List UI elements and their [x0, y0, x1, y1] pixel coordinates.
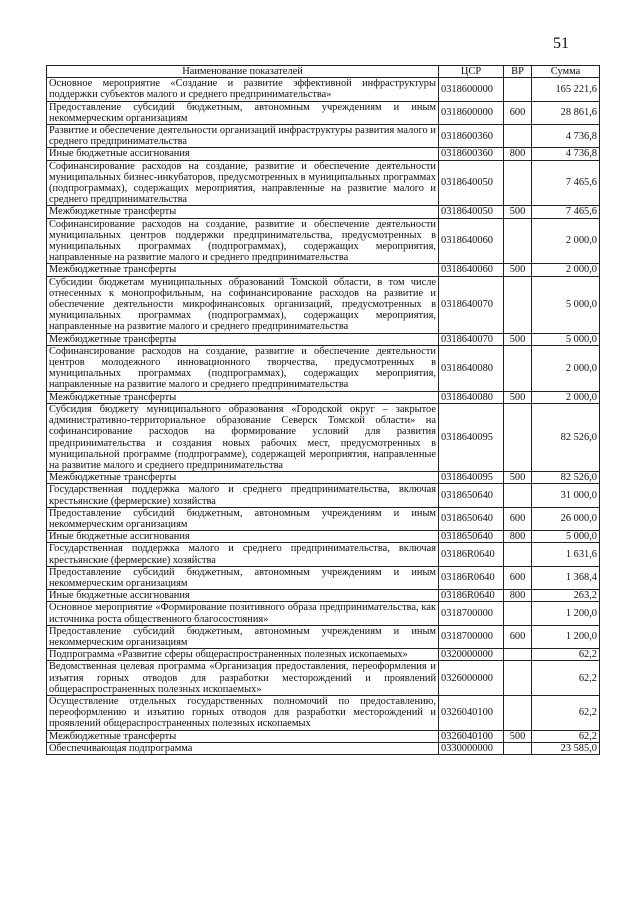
- table-row: [47, 148, 600, 160]
- table-header-row: [47, 66, 600, 78]
- row-name-cell: Межбюджетные трансферты: [47, 206, 439, 218]
- row-code-cell: 0318640095: [439, 403, 504, 471]
- row-vr-cell: [504, 403, 532, 471]
- row-vr-cell: 500: [504, 333, 532, 345]
- table-row: [47, 403, 600, 471]
- row-code-cell: 0330000000: [439, 742, 504, 754]
- row-code-cell: 0318640095: [439, 472, 504, 484]
- row-code-cell: 0318640060: [439, 218, 504, 264]
- row-sum-cell: 82 526,0: [532, 403, 600, 471]
- row-vr-cell: [504, 276, 532, 333]
- table-row: [47, 484, 600, 507]
- table-row: [47, 566, 600, 589]
- row-sum-cell: 23 585,0: [532, 742, 600, 754]
- table-row: [47, 661, 600, 696]
- row-sum-cell: 4 736,8: [532, 125, 600, 148]
- row-name-cell: Межбюджетные трансферты: [47, 472, 439, 484]
- table-row: [47, 160, 600, 206]
- row-code-cell: 0318600000: [439, 78, 504, 101]
- row-code-cell: 0326000000: [439, 661, 504, 696]
- row-vr-cell: 500: [504, 472, 532, 484]
- row-name-cell: Подпрограмма «Развитие сферы общераспространенных полезных ископаемых»: [47, 649, 439, 661]
- row-name-cell: Ведомственная целевая программа «Организация предоставления, переоформления и изъятия горных отводов для разработки месторождений и проявлений общераспространенных полезных ископаемых»: [47, 661, 439, 696]
- row-vr-cell: 500: [504, 391, 532, 403]
- row-name-cell: Иные бюджетные ассигнования: [47, 148, 439, 160]
- row-code-cell: 0318640060: [439, 264, 504, 276]
- row-vr-cell: [504, 742, 532, 754]
- header-name: Наименование показателей: [47, 66, 439, 78]
- table-row: [47, 625, 600, 648]
- table-row: [47, 507, 600, 530]
- row-vr-cell: [504, 543, 532, 566]
- row-name-cell: Софинансирование расходов на создание, развитие и обеспечение деятельности муниципальных центров поддержки предпринимательства, предусмотренных в муниципальных программах (подпрограммах), содержащих мероприятия, направленные на развитие малого и среднего предпринимательства: [47, 218, 439, 264]
- row-sum-cell: 26 000,0: [532, 507, 600, 530]
- table-row: [47, 742, 600, 754]
- row-vr-cell: 600: [504, 507, 532, 530]
- row-code-cell: 0318600360: [439, 125, 504, 148]
- row-sum-cell: 2 000,0: [532, 391, 600, 403]
- row-code-cell: 03186R0640: [439, 590, 504, 602]
- row-name-cell: Субсидия бюджету муниципального образования «Городской округ – закрытое административно-территориальное образование Северск Томской области» на софинансирование расходов на формирование условий для развития предпринимательства и создания новых рабочих мест, предусмотренных в муниципальной программе (подпрограмме), содержащей мероприятия, направленные на развитие малого и среднего предпринимательства: [47, 403, 439, 471]
- row-name-cell: Софинансирование расходов на создание, развитие и обеспечение деятельности муниципальных бизнес-инкубаторов, предусмотренных в муниципальных программах (подпрограммах), содержащих мероприятия, направленные на развитие малого и среднего предпринимательства: [47, 160, 439, 206]
- row-name-cell: Развитие и обеспечение деятельности организаций инфраструктуры развития малого и среднего предпринимательства: [47, 125, 439, 148]
- row-vr-cell: 600: [504, 625, 532, 648]
- row-sum-cell: 165 221,6: [532, 78, 600, 101]
- row-sum-cell: 1 200,0: [532, 625, 600, 648]
- row-sum-cell: 7 465,6: [532, 206, 600, 218]
- row-code-cell: 0326040100: [439, 730, 504, 742]
- table-row: [47, 345, 600, 391]
- row-code-cell: 0318700000: [439, 602, 504, 625]
- row-sum-cell: 2 000,0: [532, 264, 600, 276]
- budget-table: [46, 65, 600, 755]
- row-vr-cell: 800: [504, 148, 532, 160]
- row-name-cell: Межбюджетные трансферты: [47, 333, 439, 345]
- row-name-cell: Межбюджетные трансферты: [47, 391, 439, 403]
- row-sum-cell: 7 465,6: [532, 160, 600, 206]
- row-vr-cell: [504, 602, 532, 625]
- row-code-cell: 0318700000: [439, 625, 504, 648]
- row-vr-cell: 500: [504, 730, 532, 742]
- row-sum-cell: 1 200,0: [532, 602, 600, 625]
- row-code-cell: 0318600000: [439, 101, 504, 124]
- row-vr-cell: 800: [504, 590, 532, 602]
- row-sum-cell: 31 000,0: [532, 484, 600, 507]
- row-name-cell: Предоставление субсидий бюджетным, автономным учреждениям и иным некоммерческим организациям: [47, 101, 439, 124]
- table-row: [47, 206, 600, 218]
- header-sum: Сумма: [532, 66, 600, 78]
- header-vr: ВР: [504, 66, 532, 78]
- row-vr-cell: [504, 661, 532, 696]
- row-sum-cell: 62,2: [532, 695, 600, 730]
- row-name-cell: Обеспечивающая подпрограмма: [47, 742, 439, 754]
- row-name-cell: Субсидии бюджетам муниципальных образований Томской области, в том числе отнесенных к монопрофильным, на софинансирование расходов на развитие и обеспечение деятельности микрофинансовых организаций, предусмотренных в муниципальных программах (подпрограммах), содержащих мероприятия, направленные на развитие малого и среднего предпринимательства: [47, 276, 439, 333]
- row-name-cell: Предоставление субсидий бюджетным, автономным учреждениям и иным некоммерческим организациям: [47, 625, 439, 648]
- row-code-cell: 0318640070: [439, 333, 504, 345]
- row-vr-cell: 500: [504, 206, 532, 218]
- row-code-cell: 03186R0640: [439, 543, 504, 566]
- table-row: [47, 125, 600, 148]
- table-body: [47, 78, 600, 755]
- row-name-cell: Межбюджетные трансферты: [47, 264, 439, 276]
- row-code-cell: 0318640080: [439, 391, 504, 403]
- row-sum-cell: 5 000,0: [532, 333, 600, 345]
- row-vr-cell: 600: [504, 566, 532, 589]
- row-sum-cell: 2 000,0: [532, 218, 600, 264]
- table-row: [47, 276, 600, 333]
- table-row: [47, 590, 600, 602]
- row-vr-cell: [504, 78, 532, 101]
- table-row: [47, 218, 600, 264]
- table-row: [47, 602, 600, 625]
- table-row: [47, 543, 600, 566]
- row-vr-cell: [504, 160, 532, 206]
- row-vr-cell: 600: [504, 101, 532, 124]
- page-number: 51: [553, 35, 569, 52]
- row-sum-cell: 62,2: [532, 649, 600, 661]
- row-name-cell: Предоставление субсидий бюджетным, автономным учреждениям и иным некоммерческим организациям: [47, 507, 439, 530]
- row-code-cell: 0318650640: [439, 531, 504, 543]
- row-code-cell: 0326040100: [439, 695, 504, 730]
- table-row: [47, 78, 600, 101]
- row-vr-cell: [504, 125, 532, 148]
- header-code: ЦСР: [439, 66, 504, 78]
- row-vr-cell: [504, 484, 532, 507]
- row-vr-cell: [504, 218, 532, 264]
- row-code-cell: 0318640050: [439, 206, 504, 218]
- row-name-cell: Осуществление отдельных государственных полномочий по предоставлению, переоформлению и изъятию горных отводов для разработки месторождений и проявлений общераспространенных полезных ископаемых: [47, 695, 439, 730]
- row-sum-cell: 1 631,6: [532, 543, 600, 566]
- row-sum-cell: 28 861,6: [532, 101, 600, 124]
- row-sum-cell: 62,2: [532, 661, 600, 696]
- row-code-cell: 0318650640: [439, 507, 504, 530]
- row-code-cell: 0318640050: [439, 160, 504, 206]
- table-row: [47, 649, 600, 661]
- row-sum-cell: 62,2: [532, 730, 600, 742]
- table-row: [47, 531, 600, 543]
- row-sum-cell: 5 000,0: [532, 276, 600, 333]
- row-name-cell: Государственная поддержка малого и среднего предпринимательства, включая крестьянские (фермерские) хозяйства: [47, 543, 439, 566]
- row-code-cell: 0318600360: [439, 148, 504, 160]
- row-vr-cell: 500: [504, 264, 532, 276]
- row-name-cell: Основное мероприятие «Формирование позитивного образа предпринимательства, как источника роста общественного благосостояния»: [47, 602, 439, 625]
- row-vr-cell: [504, 695, 532, 730]
- table-row: [47, 333, 600, 345]
- row-code-cell: 0318640080: [439, 345, 504, 391]
- row-name-cell: Предоставление субсидий бюджетным, автономным учреждениям и иным некоммерческим организациям: [47, 566, 439, 589]
- row-vr-cell: 800: [504, 531, 532, 543]
- row-name-cell: Основное мероприятие «Создание и развитие эффективной инфраструктуры поддержки субъектов малого и среднего предпринимательства»: [47, 78, 439, 101]
- row-vr-cell: [504, 649, 532, 661]
- table-row: [47, 101, 600, 124]
- row-name-cell: Государственная поддержка малого и среднего предпринимательства, включая крестьянские (фермерские) хозяйства: [47, 484, 439, 507]
- row-name-cell: Иные бюджетные ассигнования: [47, 590, 439, 602]
- row-sum-cell: 5 000,0: [532, 531, 600, 543]
- table-row: [47, 730, 600, 742]
- table-row: [47, 264, 600, 276]
- table-row: [47, 472, 600, 484]
- row-vr-cell: [504, 345, 532, 391]
- table-row: [47, 695, 600, 730]
- row-name-cell: Иные бюджетные ассигнования: [47, 531, 439, 543]
- row-sum-cell: 4 736,8: [532, 148, 600, 160]
- row-name-cell: Межбюджетные трансферты: [47, 730, 439, 742]
- row-code-cell: 0318640070: [439, 276, 504, 333]
- row-sum-cell: 82 526,0: [532, 472, 600, 484]
- row-sum-cell: 2 000,0: [532, 345, 600, 391]
- row-code-cell: 0318650640: [439, 484, 504, 507]
- row-name-cell: Софинансирование расходов на создание, развитие и обеспечение деятельности центров молодежного инновационного творчества, предусмотренных в муниципальных программах (подпрограммах), содержащих мероприятия, направленные на развитие малого и среднего предпринимательства: [47, 345, 439, 391]
- row-sum-cell: 263,2: [532, 590, 600, 602]
- table-row: [47, 391, 600, 403]
- row-code-cell: 03186R0640: [439, 566, 504, 589]
- row-sum-cell: 1 368,4: [532, 566, 600, 589]
- row-code-cell: 0320000000: [439, 649, 504, 661]
